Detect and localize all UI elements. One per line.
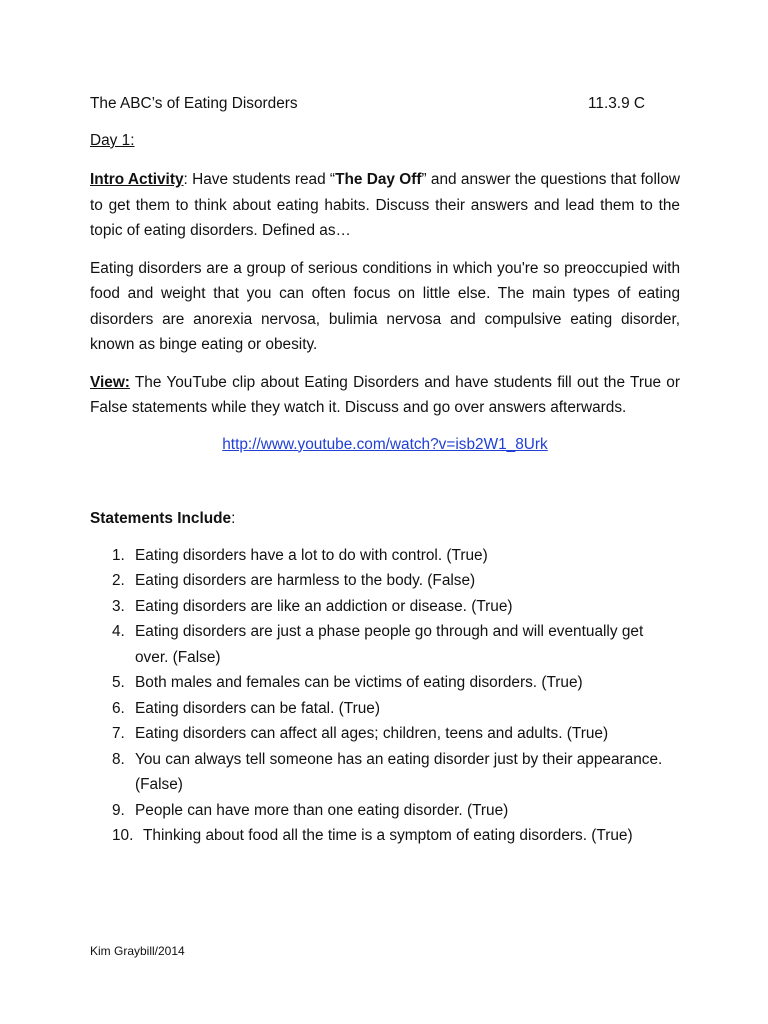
list-item-number: 2. [112, 572, 125, 589]
document-title: The ABC’s of Eating Disorders [90, 95, 298, 112]
definition-paragraph: Eating disorders are a group of serious conditions in which you're so preoccupied with food and weight that you can often focus on little else. The main types of eating disorders are anorexia nervosa, bulimia nervosa and compulsive eating disorder, known as binge eating or obesity. [90, 259, 680, 353]
intro-text-part-2: ” and answer the questions that follow to get them to think about eating habits. Discuss their answers and lead them to the topic of eating disorders. Defined as… [90, 171, 681, 239]
list-item-text: Eating disorders can affect all ages; children, teens and adults. (True) [135, 725, 609, 742]
list-item [90, 721, 680, 747]
list-item-text: Eating disorders are like an addiction or disease. (True) [135, 597, 513, 615]
list-item-text: Eating disorders are harmless to the body. (False) [135, 572, 476, 589]
list-item [90, 823, 680, 849]
statements-heading-colon: : [231, 509, 236, 527]
video-link[interactable]: http://www.youtube.com/watch?v=isb2W1_8Urk [222, 435, 548, 453]
list-item-text: Both males and females can be victims of eating disorders. (True) [135, 674, 583, 691]
day-heading: Day 1: [90, 132, 135, 149]
list-item [90, 696, 680, 722]
list-item-number: 10. [112, 827, 134, 844]
lesson-document [90, 93, 680, 849]
story-title: The Day Off [335, 171, 422, 188]
list-item-text: Thinking about food all the time is a symptom of eating disorders. (True) [143, 827, 633, 844]
intro-activity-label: Intro Activity [90, 171, 184, 188]
list-item-number: 5. [112, 674, 125, 691]
list-item [90, 619, 680, 670]
intro-text-part-1: : Have students read “ [183, 171, 336, 188]
list-item [90, 747, 680, 798]
list-item-number: 7. [112, 725, 125, 742]
intro-activity-paragraph [90, 167, 680, 244]
list-item [90, 594, 680, 620]
list-item-text: Eating disorders are just a phase people go through and will eventually get over. (False) [135, 623, 644, 666]
statements-list [90, 543, 680, 849]
statements-heading-label: Statements Include [90, 509, 232, 527]
list-item [90, 670, 680, 696]
list-item-text: Eating disorders can be fatal. (True) [135, 699, 380, 717]
view-paragraph [90, 370, 680, 421]
document-header [90, 93, 680, 115]
footer-author: Kim Graybill/2014 [90, 944, 185, 958]
list-item-number: 3. [112, 597, 125, 615]
view-label: View: [90, 373, 130, 391]
statements-heading [90, 508, 680, 530]
list-item-number: 8. [112, 750, 125, 768]
list-item [90, 568, 680, 594]
view-text: The YouTube clip about Eating Disorders and have students fill out the True or False statements while they watch it. Discuss and go over answers afterwards. [90, 373, 680, 416]
list-item-number: 1. [112, 546, 125, 564]
standard-code: 11.3.9 C [588, 95, 646, 112]
list-item-text: People can have more than one eating disorder. (True) [135, 801, 509, 819]
list-item-text: Eating disorders have a lot to do with control. (True) [135, 546, 488, 564]
list-item-number: 6. [112, 699, 125, 717]
list-item-number: 4. [112, 623, 125, 640]
list-item [90, 798, 680, 824]
list-item [90, 543, 680, 569]
video-link-row [90, 434, 680, 456]
list-item-number: 9. [112, 801, 125, 819]
list-item-text: You can always tell someone has an eating disorder just by their appearance. (False) [135, 750, 663, 793]
